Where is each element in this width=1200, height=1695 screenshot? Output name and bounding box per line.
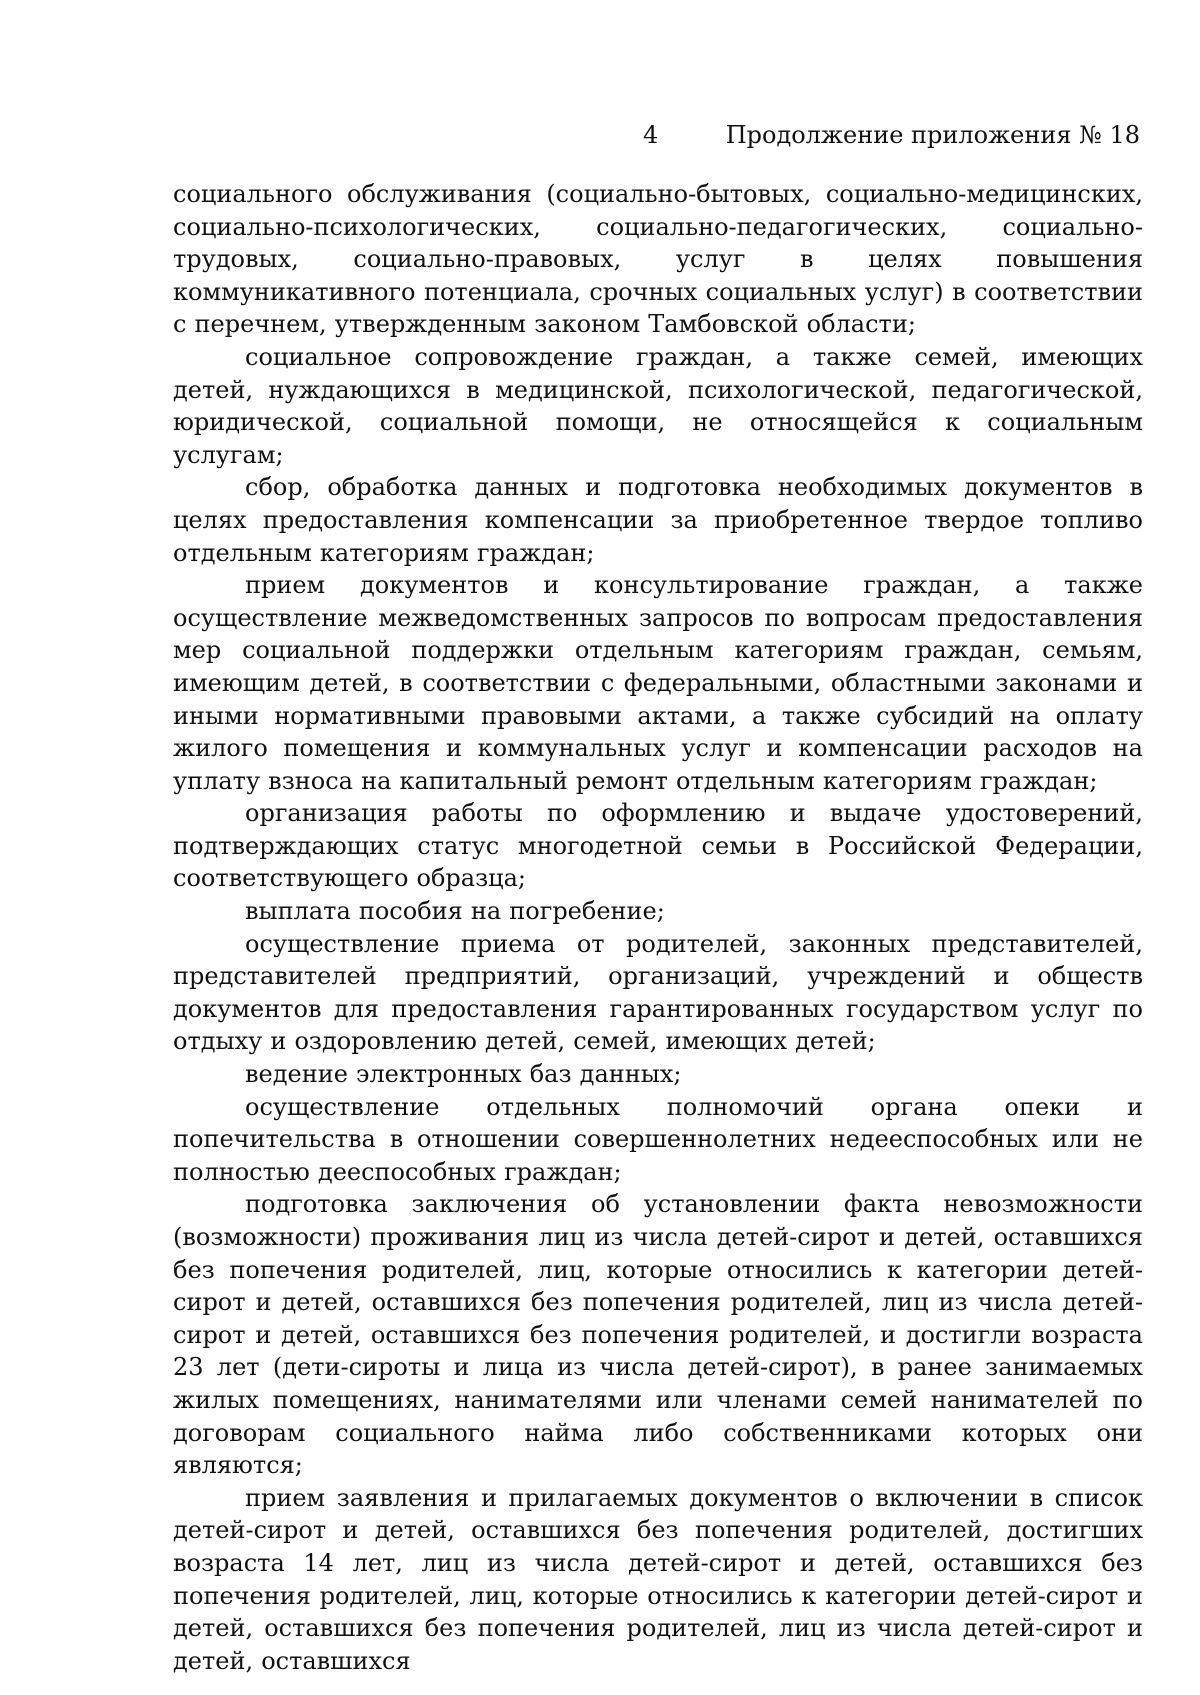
- paragraph-document-intake: прием документов и консультирование граждан, а также осуществление межведомственных запросов по вопросам предоставления мер социальной поддержки отдельным категориям граждан, семьям, имеющим детей, в соответствии с федеральными, областными законами и иными нормативными правовыми актами, а также субсидий на оплату жилого помещения и коммунальных услуг и компенсации расходов на уплату взноса на капитальный ремонт отдельным категориям граждан;: [173, 571, 1143, 795]
- paragraph-social-services: социального обслуживания (социально-бытовых, социально-медицинских, социально-психологических, социально-педагогических, социально-трудовых, социально-правовых, услуг в целях повышения коммуникативного потенциала, срочных социальных услуг) в соответствии с перечнем, утвержденным законом Тамбовской области;: [173, 180, 1143, 339]
- page-number: 4: [643, 121, 659, 149]
- paragraph-large-family-certificates: организация работы по оформлению и выдаче удостоверений, подтверждающих статус многодетной семьи в Российской Федерации, соответствующего образца;: [173, 799, 1143, 893]
- paragraph-electronic-databases: ведение электронных баз данных;: [245, 1060, 682, 1089]
- paragraph-solid-fuel-compensation: сбор, обработка данных и подготовка необходимых документов в целях предоставления компенсации за приобретенное твердое топливо отдельным категориям граждан;: [173, 473, 1143, 567]
- paragraph-children-recreation: осуществление приема от родителей, законных представителей, представителей предприятий, организаций, учреждений и обществ документов для предоставления гарантированных государством услуг по отдыху и оздоровлению детей, семей, имеющих детей;: [173, 929, 1143, 1056]
- appendix-continuation-title: Продолжение приложения № 18: [725, 121, 1140, 149]
- paragraph-social-support: социальное сопровождение граждан, а также семей, имеющих детей, нуждающихся в медицинской, психологической, педагогической, юридической, социальной помощи, не относящейся к социальным услугам;: [173, 342, 1143, 469]
- paragraph-housing-conclusion: подготовка заключения об установлении факта невозможности (возможности) проживания лиц из числа детей-сирот и детей, оставшихся без попечения родителей, лиц, которые относились к категории детей-сирот и детей, оставшихся без попечения родителей, лиц из числа детей-сирот и детей, оставшихся без попечения родителей, и достигли возраста 23 лет (дети-сироты и лица из числа детей-сирот), в ранее занимаемых жилых помещениях, нанимателями или членами семей нанимателей по договорам социального найма либо собственниками которых они являются;: [173, 1190, 1143, 1480]
- paragraph-burial-allowance: выплата пособия на погребение;: [245, 897, 665, 926]
- paragraph-guardianship-powers: осуществление отдельных полномочий органа опеки и попечительства в отношении совершеннолетних недееспособных или не полностью дееспособных граждан;: [173, 1092, 1143, 1186]
- document-body: [173, 178, 1143, 1677]
- page-header: [0, 118, 1200, 152]
- paragraph-orphan-list-application: прием заявления и прилагаемых документов о включении в список детей-сирот и детей, оставшихся без попечения родителей, достигших возраста 14 лет, лиц из числа детей-сирот и детей, оставшихся без попечения родителей, лиц, которые относились к категории детей-сирот и детей, оставшихся без попечения родителей, лиц из числа детей-сирот и детей, оставшихся: [173, 1483, 1143, 1675]
